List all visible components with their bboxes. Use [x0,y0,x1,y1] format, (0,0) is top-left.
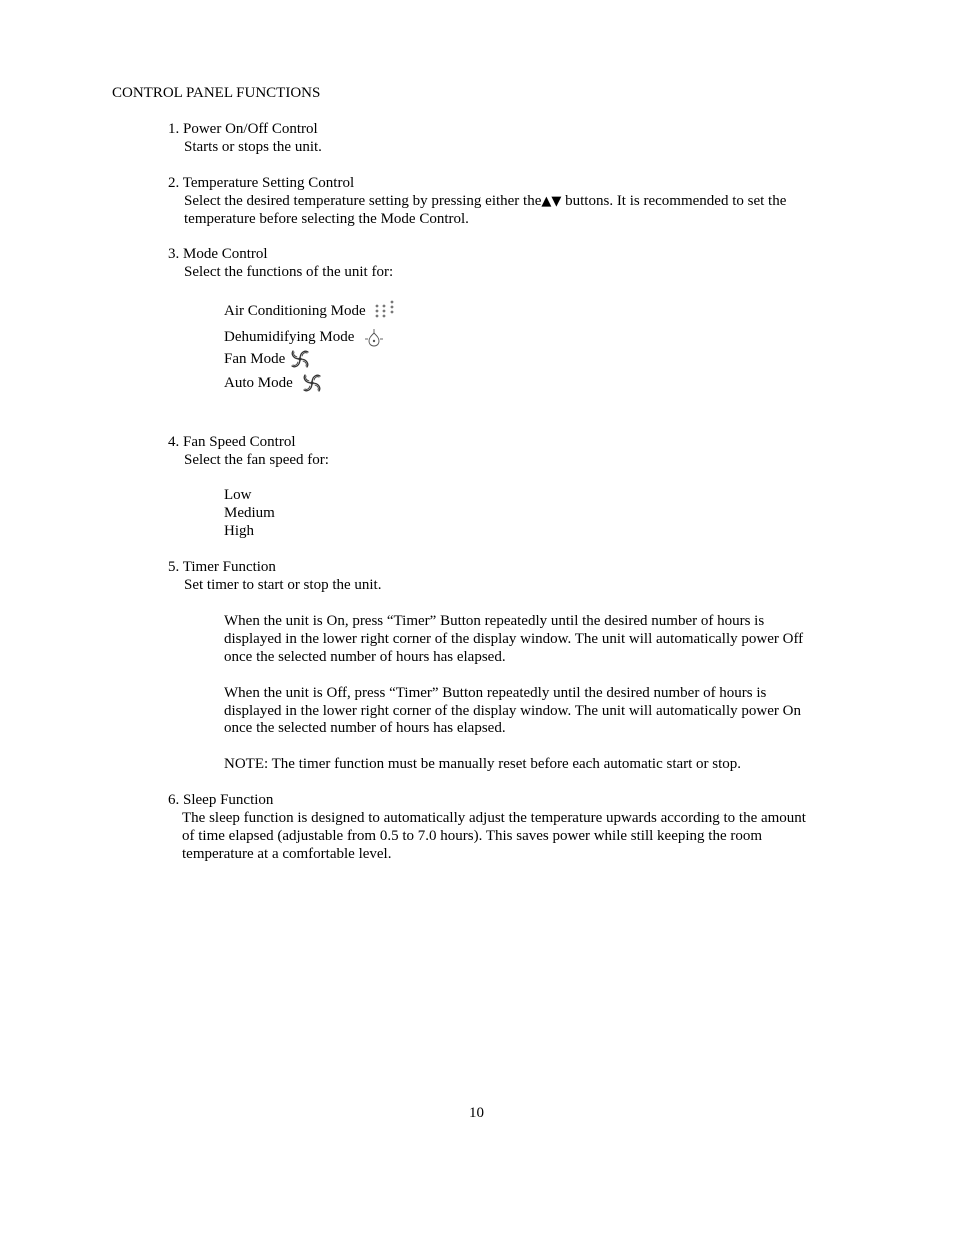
up-down-arrow-icon: ▲▼ [541,194,562,209]
timer-off-paragraph-line: displayed in the lower right corner of the display window. The unit will automatically power On [224,703,801,719]
fan-speed-high: High [224,523,254,539]
temperature-control-desc [184,192,786,211]
sleep-function-line: The sleep function is designed to automatically adjust the temperature upwards according to the amount [182,810,806,826]
page-number: 10 [469,1105,484,1121]
temperature-desc-part1: Select the desired temperature setting by pressing either the [184,193,542,209]
temperature-control-desc-line2: temperature before selecting the Mode Control. [184,211,469,227]
timer-note: NOTE: The timer function must be manually reset before each automatic start or stop. [224,756,742,772]
sleep-function-title: 6. Sleep Function [168,792,274,808]
timer-on-paragraph-line: displayed in the lower right corner of the display window. The unit will automatically power Off [224,631,804,647]
mode-item-label: Auto Mode [224,375,293,391]
mode-control-desc: Select the functions of the unit for: [184,264,394,280]
mode-item-auto [224,372,323,394]
mode-control-title: 3. Mode Control [168,246,268,262]
timer-on-paragraph-line: once the selected number of hours has elapsed. [224,649,506,665]
fan-speed-low: Low [224,487,252,503]
fan-speed-desc: Select the fan speed for: [184,452,329,468]
power-control-desc: Starts or stops the unit. [184,139,322,155]
fan-speed-title: 4. Fan Speed Control [168,434,296,450]
snowflake-dots-icon [374,300,396,322]
mode-item-dehumidifying [224,326,386,348]
fan-icon [289,348,311,370]
mode-item-label: Dehumidifying Mode [224,329,355,345]
mode-item-label: Air Conditioning Mode [224,303,366,319]
temperature-desc-part2: buttons. It is recommended to set the [561,193,787,209]
timer-on-paragraph-line: When the unit is On, press “Timer” Button repeatedly until the desired number of hours is [224,613,765,629]
temperature-control-title: 2. Temperature Setting Control [168,175,355,191]
fan-icon [301,372,323,394]
sleep-function-line: of time elapsed (adjustable from 0.5 to 7.0 hours). This saves power while still keeping the room [182,828,763,844]
sleep-function-line: temperature at a comfortable level. [182,846,392,862]
mode-item-label: Fan Mode [224,351,286,367]
timer-off-paragraph-line: When the unit is Off, press “Timer” Button repeatedly until the desired number of hours is [224,685,767,701]
timer-function-title: 5. Timer Function [168,559,276,575]
fan-speed-medium: Medium [224,505,275,521]
water-drop-icon [362,326,386,348]
mode-item-air-conditioning [224,300,396,322]
timer-function-desc: Set timer to start or stop the unit. [184,577,382,593]
page-heading: CONTROL PANEL FUNCTIONS [112,85,321,101]
mode-item-fan [224,348,311,370]
power-control-title: 1. Power On/Off Control [168,121,318,137]
timer-off-paragraph-line: once the selected number of hours has elapsed. [224,720,506,736]
